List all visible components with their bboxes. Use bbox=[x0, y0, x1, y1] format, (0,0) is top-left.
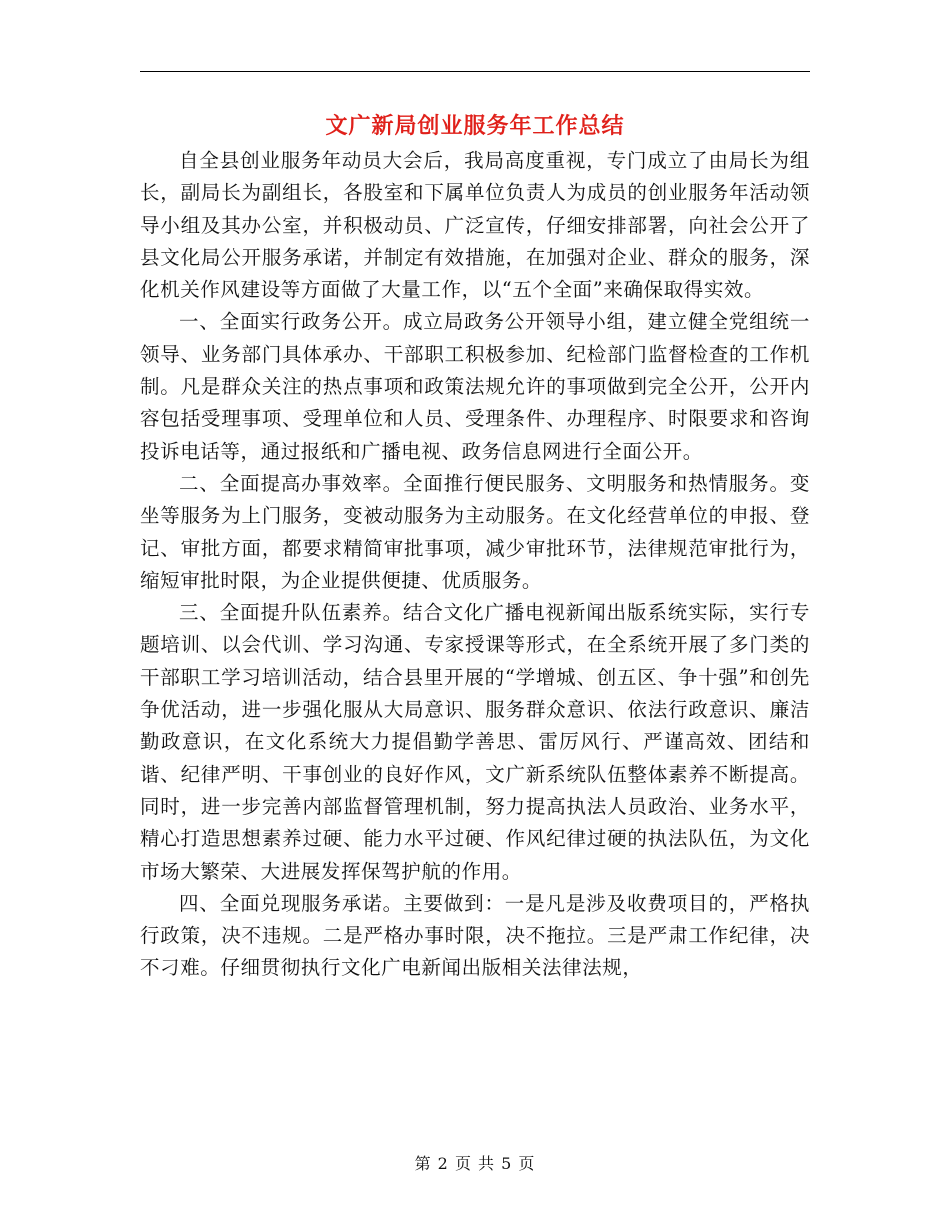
paragraph-section-3: 三、全面提升队伍素养。结合文化广播电视新闻出版系统实际，实行专题培训、以会代训、学习沟通、专家授课等形式，在全系统开展了多门类的干部职工学习培训活动，结合县里开展的“学增城、创五区、争十强”和创先争优活动，进一步强化服从大局意识、服务群众意识、依法行政意识、廉洁勤政意识，在文化系统大力提倡勤学善思、雷厉风行、严谨高效、团结和谐、纪律严明、干事创业的良好作风，文广新系统队伍整体素养不断提高。同时，进一步完善内部监督管理机制，努力提高执法人员政治、业务水平，精心打造思想素养过硬、能力水平过硬、作风纪律过硬的执法队伍，为文化市场大繁荣、大进展发挥保驾护航的作用。 bbox=[140, 601, 810, 883]
paragraph-section-2: 二、全面提高办事效率。全面推行便民服务、文明服务和热情服务。变坐等服务为上门服务，变被动服务为主动服务。在文化经营单位的申报、登记、审批方面，都要求精简审批事项，减少审批环节，法律规范审批行为，缩短审批时限，为企业提供便捷、优质服务。 bbox=[140, 471, 810, 592]
paragraph-section-4: 四、全面兑现服务承诺。主要做到：一是凡是涉及收费项目的，严格执行政策，决不违规。二是严格办事时限，决不拖拉。三是严肃工作纪律，决不刁难。仔细贯彻执行文化广电新闻出版相关法律法规， bbox=[140, 891, 810, 980]
document-body bbox=[140, 145, 810, 985]
paragraph-intro: 自全县创业服务年动员大会后，我局高度重视，专门成立了由局长为组长，副局长为副组长，各股室和下属单位负责人为成员的创业服务年活动领导小组及其办公室，并积极动员、广泛宣传，仔细安排部署，向社会公开了县文化局公开服务承诺，并制定有效措施，在加强对企业、群众的服务，深化机关作风建设等方面做了大量工作，以“五个全面”来确保取得实效。 bbox=[140, 149, 810, 302]
paragraph-section-1: 一、全面实行政务公开。成立局政务公开领导小组，建立健全党组统一领导、业务部门具体承办、干部职工积极参加、纪检部门监督检查的工作机制。凡是群众关注的热点事项和政策法规允许的事项做到完全公开，公开内容包括受理事项、受理单位和人员、受理条件、办理程序、时限要求和咨询投诉电话等，通过报纸和广播电视、政务信息网进行全面公开。 bbox=[140, 310, 810, 463]
page-number-footer: 第 2 页 共 5 页 bbox=[414, 1154, 536, 1173]
document-title: 文广新局创业服务年工作总结 bbox=[325, 113, 625, 139]
header-rule bbox=[140, 71, 810, 72]
